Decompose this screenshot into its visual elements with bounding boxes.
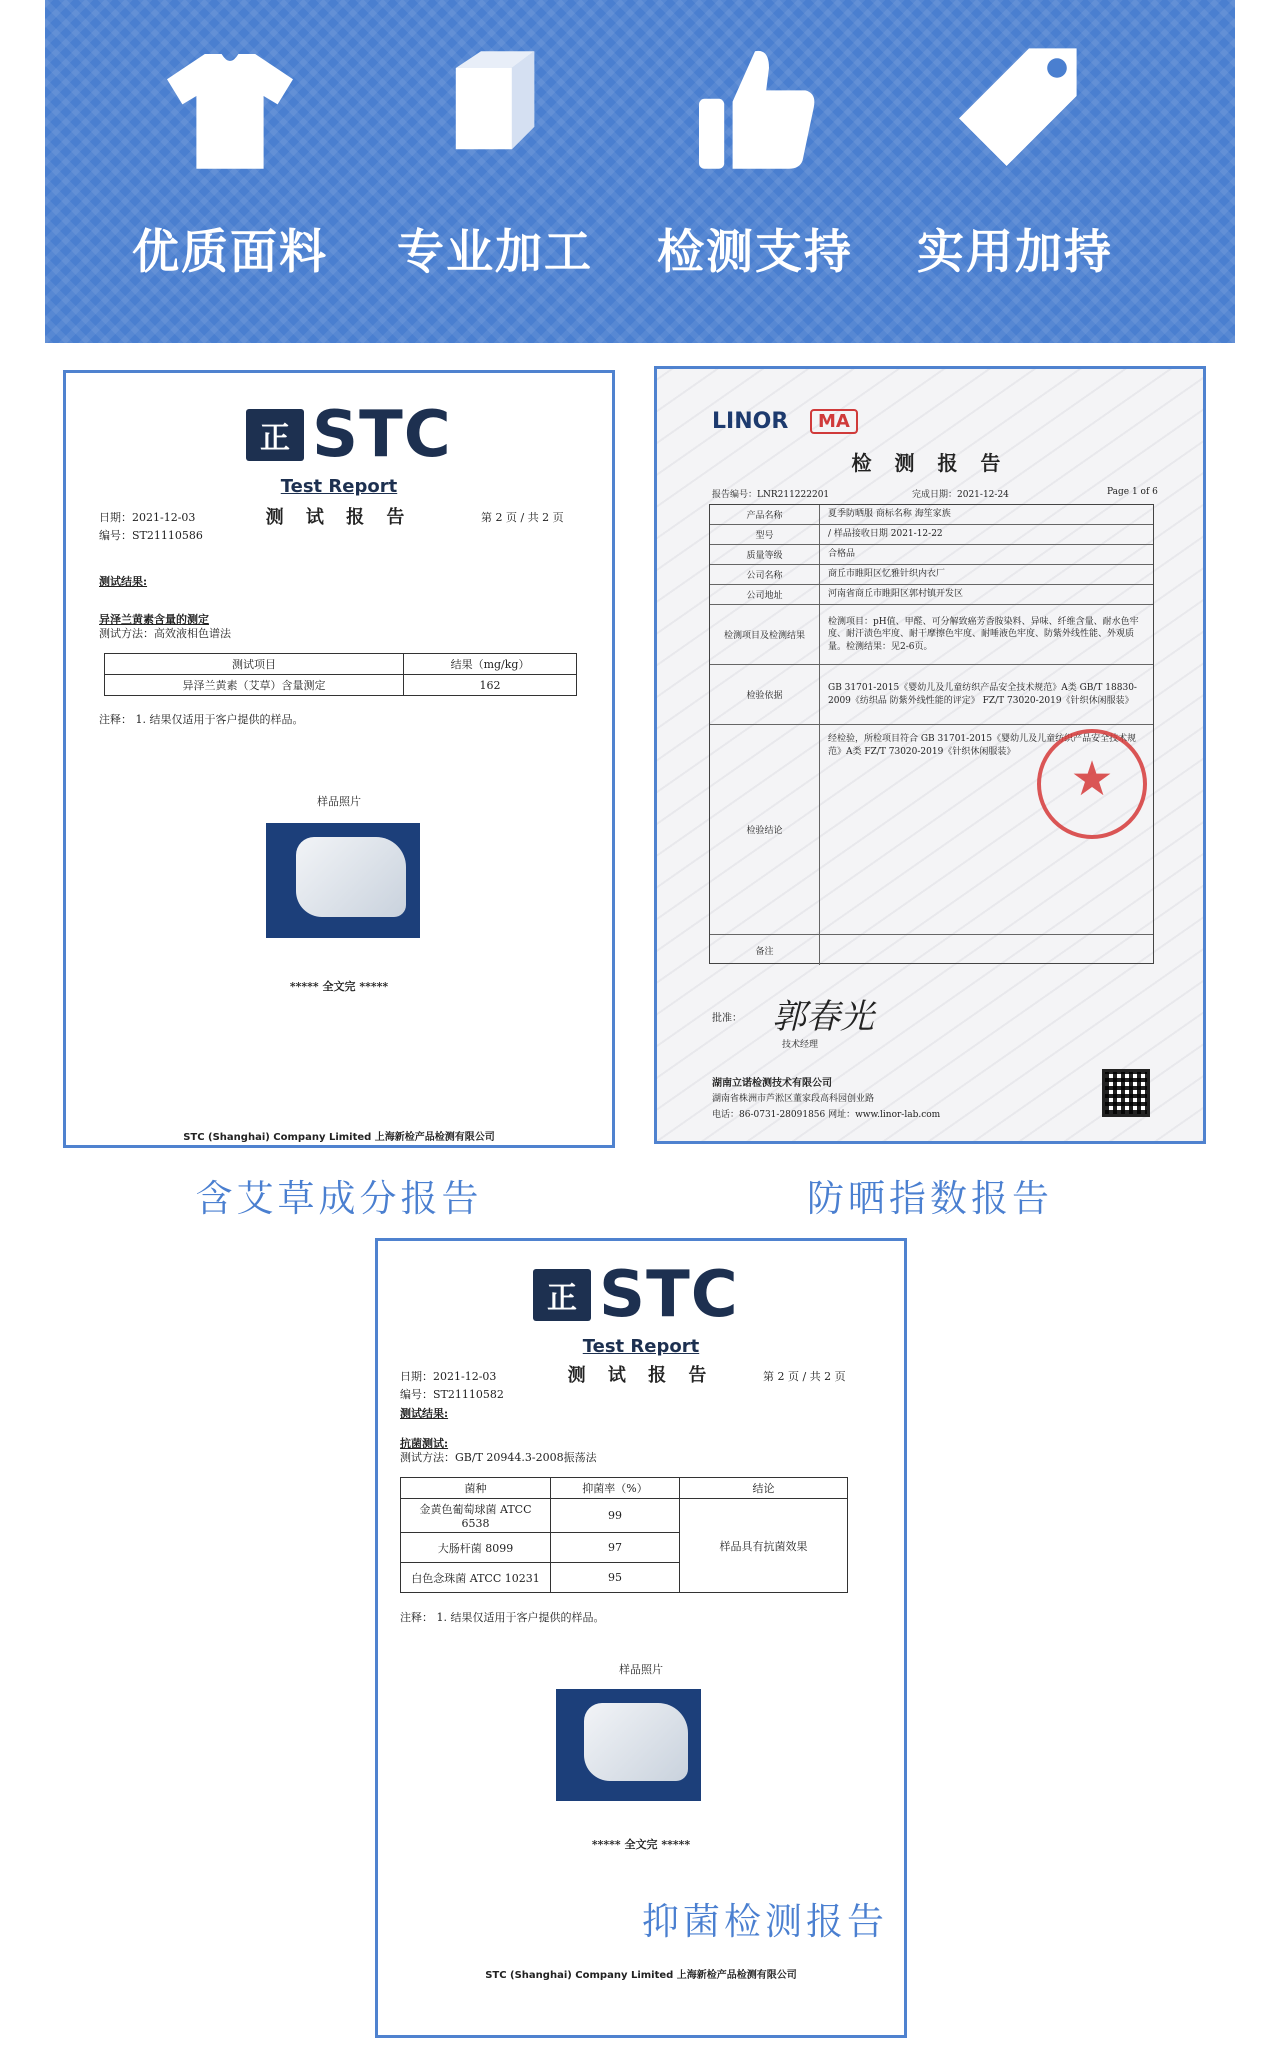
tshirt-icon <box>160 40 300 180</box>
report-page: 第 2 页 / 共 2 页 <box>763 1370 846 1383</box>
report-title-cn: 测 试 报 告 <box>567 1365 715 1386</box>
report-number: 编号：ST21110582 <box>400 1388 504 1401</box>
photo-label: 样品照片 <box>317 795 361 808</box>
grid-row: 备注 <box>710 935 1153 965</box>
report-number: 报告编号：LNR211222201 <box>712 490 830 500</box>
sample-photo <box>556 1689 701 1801</box>
stc-logo-text: STC <box>599 1258 739 1332</box>
sign-label: 批准： <box>712 1013 742 1024</box>
table-header: 菌种 <box>401 1478 551 1499</box>
antibacterial-report-document <box>375 1238 907 2038</box>
results-table <box>400 1477 848 1593</box>
grid-row: 检验依据 GB 31701-2015《婴幼儿及儿童纺织产品安全技术规范》A类 GB/T 18830-2009《纺织品 防紫外线性能的评定》 FZ/T 73020-2019《针织休闲服装》 <box>710 665 1153 725</box>
report-number: 编号：ST21110586 <box>99 529 203 542</box>
table-cell: 样品具有抗菌效果 <box>679 1499 847 1593</box>
table-header: 结果（mg/kg） <box>404 654 577 675</box>
test-method: 测试方法：高效液相色谱法 <box>99 627 231 640</box>
table-cell: 97 <box>551 1533 680 1563</box>
test-method: 测试方法：GB/T 20944.3-2008振荡法 <box>400 1451 597 1464</box>
feature-banner <box>45 0 1235 343</box>
report-note: 注释： 1. 结果仅适用于客户提供的样品。 <box>99 713 304 726</box>
finish-date: 完成日期：2021-12-24 <box>912 490 1009 500</box>
company-address: 湖南省株洲市芦淞区董家段高科园创业路 <box>712 1094 875 1104</box>
table-cell: 大肠杆菌 8099 <box>401 1533 551 1563</box>
report-title-en: Test Report <box>582 1336 700 1357</box>
grid-row: 检测项目及检测结果 检测项目：pH值、甲醛、可分解致癌芳香胺染料、异味、纤维含量、耐水色牢度、耐汗渍色牢度、耐干摩擦色牢度、耐唾液色牢度、防紫外线性能、外观质量。检测结果：见2-6页。 <box>710 605 1153 665</box>
stc-logo <box>533 1258 739 1332</box>
feature-practical <box>875 40 1155 320</box>
mugwort-report-document <box>63 370 615 1148</box>
report-date: 日期：2021-12-03 <box>99 511 196 524</box>
official-stamp <box>1037 729 1147 839</box>
stc-logo-text: STC <box>312 398 452 472</box>
sample-photo <box>266 823 420 938</box>
end-text: ***** 全文完 ***** <box>289 980 389 993</box>
thumbs-up-icon <box>685 40 825 180</box>
grid-row: 型号 / 样品接收日期 2021-12-22 <box>710 525 1153 545</box>
mugwort-report-caption: 含艾草成分报告 <box>195 1177 483 1220</box>
company-contact: 电话：86-0731-28091856 网址：www.linor-lab.com <box>712 1110 941 1120</box>
table-cell: 金黄色葡萄球菌 ATCC 6538 <box>401 1499 551 1533</box>
report-title-cn: 测 试 报 告 <box>265 507 413 528</box>
grid-row: 公司地址 河南省商丘市睢阳区郭村镇开发区 <box>710 585 1153 605</box>
grid-row: 产品名称 夏季防晒服 商标名称 海笙家族 <box>710 505 1153 525</box>
report-date: 日期：2021-12-03 <box>400 1370 497 1383</box>
signature: 郭春光 <box>772 997 874 1037</box>
photo-label: 样品照片 <box>619 1663 663 1676</box>
report-note: 注释： 1. 结果仅适用于客户提供的样品。 <box>400 1611 605 1624</box>
stc-logo-mark: 正 <box>246 409 304 461</box>
company-name: 湖南立诺检测技术有限公司 <box>712 1078 832 1089</box>
end-text: ***** 全文完 ***** <box>591 1838 691 1851</box>
results-table <box>104 653 577 696</box>
table-cell: 白色念珠菌 ATCC 10231 <box>401 1563 551 1593</box>
tag-icon <box>945 40 1085 180</box>
report-title: 检 测 报 告 <box>851 451 1009 475</box>
table-row <box>105 675 577 696</box>
report-page: 第 2 页 / 共 2 页 <box>481 511 564 524</box>
grid-row: 检验结论 经检验，所检项目符合 GB 31701-2015《婴幼儿及儿童纺织产品安全技术规范》A类 FZ/T 73020-2019《针织休闲服装》 <box>710 725 1153 935</box>
report-title-en: Test Report <box>280 476 398 497</box>
grid-row: 质量等级 合格品 <box>710 545 1153 565</box>
feature-testing <box>615 40 895 320</box>
test-name: 抗菌测试: <box>400 1437 449 1450</box>
table-cell: 异泽兰黄素（艾草）含量测定 <box>105 675 404 696</box>
feature-label: 实用加持 <box>917 225 1113 280</box>
table-cell: 162 <box>404 675 577 696</box>
sign-role: 技术经理 <box>782 1040 819 1050</box>
antibacterial-report-caption: 抑菌检测报告 <box>642 1900 888 1943</box>
linor-logo: LINOR <box>712 409 789 434</box>
grid-row: 公司名称 商丘市睢阳区忆雅针织内衣厂 <box>710 565 1153 585</box>
box-icon <box>425 40 565 180</box>
results-label: 测试结果: <box>400 1407 449 1420</box>
qr-code-icon <box>1102 1069 1150 1117</box>
stc-logo <box>246 398 452 472</box>
table-cell: 95 <box>551 1563 680 1593</box>
table-cell: 99 <box>551 1499 680 1533</box>
table-header: 测试项目 <box>105 654 404 675</box>
ma-mark: MA <box>810 409 858 434</box>
stc-logo-mark: 正 <box>533 1269 591 1321</box>
uv-report-document <box>654 366 1206 1144</box>
feature-label: 检测支持 <box>657 225 853 280</box>
feature-fabric <box>90 40 370 320</box>
feature-label: 优质面料 <box>132 225 328 280</box>
table-header: 抑菌率（%） <box>551 1478 680 1499</box>
report-footer: STC (Shanghai) Company Limited 上海新检产品检测有限公司 <box>485 1970 797 1981</box>
feature-label: 专业加工 <box>397 225 593 280</box>
table-row <box>401 1499 848 1533</box>
report-page: Page 1 of 6 <box>1107 487 1158 497</box>
table-header: 结论 <box>679 1478 847 1499</box>
feature-processing <box>355 40 635 320</box>
uv-report-caption: 防晒指数报告 <box>807 1177 1053 1220</box>
test-name: 异泽兰黄素含量的测定 <box>99 613 209 626</box>
report-footer: STC (Shanghai) Company Limited 上海新检产品检测有限公司 <box>183 1132 495 1143</box>
results-label: 测试结果: <box>99 575 148 588</box>
